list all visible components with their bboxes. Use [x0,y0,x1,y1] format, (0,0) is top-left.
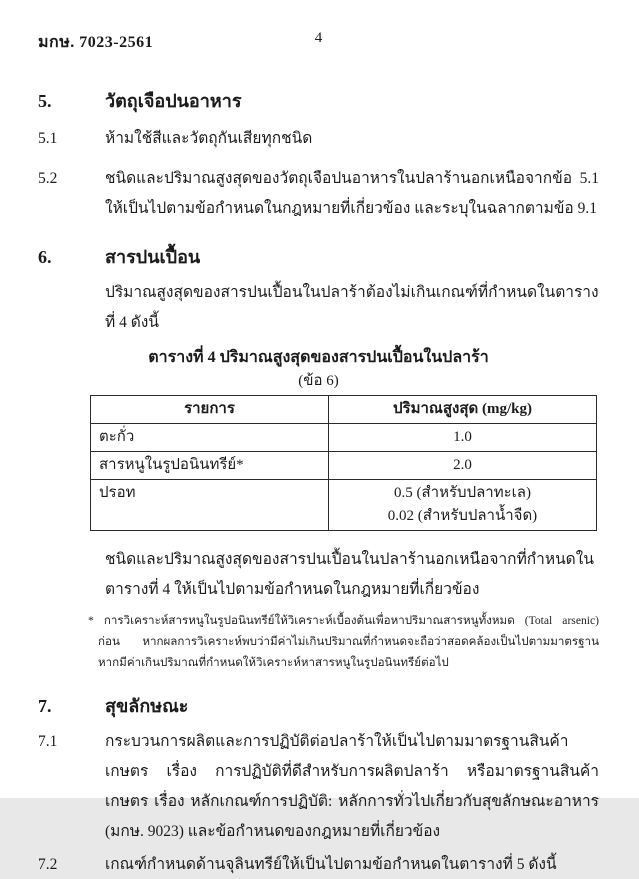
column-header-item: รายการ [91,396,329,424]
clause-5-2-number: 5.2 [38,170,58,187]
clause-7-2-text: เกณฑ์กำหนดด้านจุลินทรีย์ให้เป็นไปตามข้อกำหนดในตารางที่ 5 ดังนี้ [105,856,557,873]
table-header-row [91,396,597,424]
section-5-heading [38,88,599,114]
clause-5-2-text: ชนิดและปริมาณสูงสุดของวัตถุเจือปนอาหารในปลาร้านอกเหนือจากข้อ 5.1 ให้เป็นไปตามข้อกำหนดในกฎหมายที่เกี่ยวข้อง และระบุในฉลากตามข้อ 9.1 [105,170,599,217]
section-6-number: 6. [38,247,52,267]
section-7-heading [38,693,599,719]
row-value-lead: 1.0 [329,424,597,452]
column-header-limit: ปริมาณสูงสุด (mg/kg) [329,396,597,424]
contaminant-limits-table [90,395,597,531]
section-6-after-table-paragraph: ชนิดและปริมาณสูงสุดของสารปนเปื้อนในปลาร้านอกเหนือจากที่กำหนดในตารางที่ 4 ให้เป็นไปตามข้อกำหนดในกฎหมายที่เกี่ยวข้อง [105,551,594,598]
table-row [91,424,597,452]
table-4-title: ตารางที่ 4 ปริมาณสูงสุดของสารปนเปื้อนในปลาร้า [148,349,489,366]
section-5-title: วัตถุเจือปนอาหาร [105,91,242,111]
table-row [91,480,597,531]
clause-7-2 [38,851,599,879]
row-item-mercury: ปรอท [91,480,329,531]
standard-code: มกษ. 7023-2561 [38,34,154,51]
section-6-title: สารปนเปื้อน [105,247,201,267]
row-item-lead: ตะกั่ว [91,424,329,452]
row-item-arsenic: สารหนูในรูปอนินทรีย์* [91,452,329,480]
clause-5-2 [38,164,599,224]
clause-7-1-text: กระบวนการผลิตและการปฏิบัติต่อปลาร้าให้เป็นไปตามมาตรฐานสินค้าเกษตร เรื่อง การปฏิบัติที่ดีสำหรับการผลิตปลาร้า หรือมาตรฐานสินค้าเกษตร เรื่อง หลักเกณฑ์การปฏิบัติ: หลักการทั่วไปเกี่ยวกับสุขลักษณะอาหาร (มกษ. 9023) และข้อกำหนดของกฎหมายที่เกี่ยวข้อง [105,733,599,840]
mercury-limit-marine: 0.5 (สำหรับปลาทะเล) [394,485,531,501]
table-4-subtitle: (ข้อ 6) [298,373,339,389]
clause-7-1-number: 7.1 [38,733,58,750]
clause-7-1 [38,727,599,847]
clause-5-1 [38,124,599,154]
footnote-asterisk: * [88,614,104,627]
footnote-text: การวิเคราะห์สารหนูในรูปอนินทรีย์ให้วิเคราะห์เบื้องต้นเพื่อหาปริมาณสารหนูทั้งหมด (Total arsenic) ก่อน หากผลการวิเคราะห์พบว่ามีค่าไม่เกินปริมาณที่กำหนดจะถือว่าสอดคล้องเป็นไปตามมาตรฐาน หากมีค่าเกินปริมาณที่กำหนดให้วิเคราะห์หาสารหนูในรูปอนินทรีย์ต่อไป [98,614,599,669]
clause-5-1-text: ห้ามใช้สีและวัตถุกันเสียทุกชนิด [105,130,313,147]
table-footnote [88,610,599,673]
clause-7-2-number: 7.2 [38,856,58,873]
row-value-arsenic: 2.0 [329,452,597,480]
row-value-mercury [329,480,597,531]
clause-5-1-number: 5.1 [38,130,58,147]
section-7-title: สุขลักษณะ [105,696,189,716]
section-6-lead-paragraph: ปริมาณสูงสุดของสารปนเปื้อนในปลาร้าต้องไม่เกินเกณฑ์ที่กำหนดในตารางที่ 4 ดังนี้ [105,284,599,331]
section-7-number: 7. [38,696,52,716]
mercury-limit-freshwater: 0.02 (สำหรับปลาน้ำจืด) [387,508,538,524]
section-6-heading [38,244,599,270]
running-header [38,30,599,50]
table-row [91,452,597,480]
section-5-number: 5. [38,91,52,111]
page-number: 4 [314,30,323,46]
